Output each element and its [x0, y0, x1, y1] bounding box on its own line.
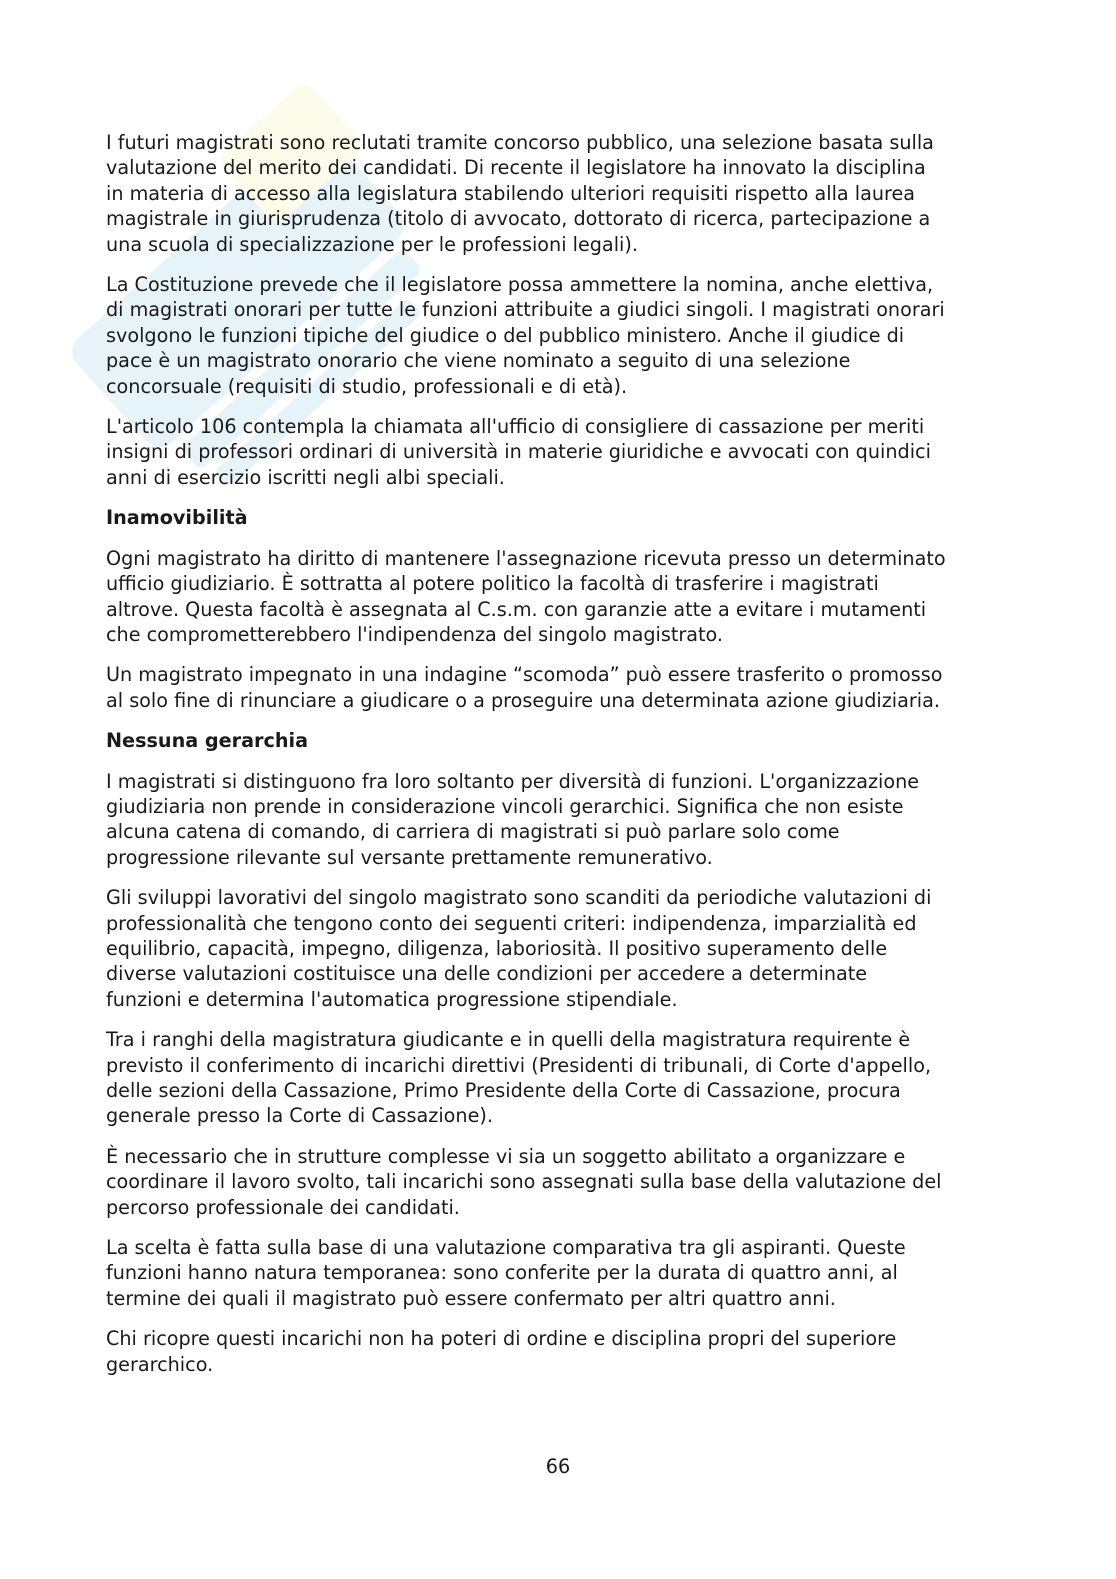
- paragraph-diversita-funzioni: I magistrati si distinguono fra loro soltanto per diversità di funzioni. L'organizzazione giudiziaria non prende in considerazione vincoli gerarchici. Significa che non esiste alcuna catena di comando, di carriera di magistrati si può parlare solo come progressione rilevante sul versante prettamente remunerativo.: [106, 769, 920, 869]
- heading-nessuna-gerarchia: Nessuna gerarchia: [106, 729, 309, 753]
- paragraph-poteri-ordine: Chi ricopre questi incarichi non ha poteri di ordine e disciplina propri del superiore gerarchico.: [106, 1327, 897, 1376]
- paragraph-indagine-scomoda: Un magistrato impegnato in una indagine “scomoda” può essere trasferito o promosso al solo fine di rinunciare a giudicare o a proseguire una determinata azione giudiziaria.: [106, 663, 943, 712]
- paragraph-valutazioni: Gli sviluppi lavorativi del singolo magistrato sono scanditi da periodiche valutazioni di professionalità che tengono conto dei seguenti criteri: indipendenza, imparzialità ed equilibrio, capacità, impegno, diligenza, laboriosità. Il positivo superamento delle diverse valutazioni costituisce una delle condizioni per accedere a determinate funzioni e determina l'automatica progressione stipendiale.: [106, 886, 932, 1011]
- paragraph-scelta-comparativa: La scelta è fatta sulla base di una valutazione comparativa tra gli aspiranti. Queste funzioni hanno natura temporanea: sono conferite per la durata di quattro anni, al termine dei quali il magistrato può essere confermato per altri quattro anni.: [106, 1236, 906, 1310]
- paragraph-assegnazione: Ogni magistrato ha diritto di mantenere l'assegnazione ricevuta presso un determinato ufficio giudiziario. È sottratta al potere politico la facoltà di trasferire i magistrati altrove. Questa facoltà è assegnata al C.s.m. con garanzie atte a evitare i mutamenti che comprometterebbero l'indipendenza del singolo magistrato.: [106, 546, 946, 646]
- paragraph-articolo-106: L'articolo 106 contempla la chiamata all'ufficio di consigliere di cassazione per meriti insigni di professori ordinari di università in materie giuridiche e avvocati con quindici anni di esercizio iscritti negli albi speciali.: [106, 415, 931, 489]
- heading-inamovibilita: Inamovibilità: [106, 506, 248, 530]
- paragraph-reclutamento: I futuri magistrati sono reclutati tramite concorso pubblico, una selezione basata sulla valutazione del merito dei candidati. Di recente il legislatore ha innovato la disciplina in materia di accesso alla legislatura stabilendo ulteriori requisiti rispetto alla laurea magistrale in giurisprudenza (titolo di avvocato, dottorato di ricerca, partecipazione a una scuola di specializzazione per le professioni legali).: [106, 131, 934, 256]
- paragraph-incarichi-direttivi: Tra i ranghi della magistratura giudicante e in quelli della magistratura requirente è previsto il conferimento di incarichi direttivi (Presidenti di tribunali, di Corte d'appello, delle sezioni della Cassazione, Primo Presidente della Corte di Cassazione, procura generale presso la Corte di Cassazione).: [106, 1028, 932, 1128]
- page-number: 66: [545, 1455, 571, 1478]
- paragraph-strutture-complesse: È necessario che in strutture complesse vi sia un soggetto abilitato a organizzare e coordinare il lavoro svolto, tali incarichi sono assegnati sulla base della valutazione del percorso professionale dei candidati.: [106, 1144, 942, 1219]
- paragraph-magistrati-onorari: La Costituzione prevede che il legislatore possa ammettere la nomina, anche elettiva, di magistrati onorari per tutte le funzioni attribuite a giudici singoli. I magistrati onorari svolgono le funzioni tipiche del giudice o del pubblico ministero. Anche il giudice di pace è un magistrato onorario che viene nominato a seguito di una selezione concorsuale (requisiti di studio, professionali e di età).: [106, 273, 945, 398]
- document-body: [106, 130, 1006, 1392]
